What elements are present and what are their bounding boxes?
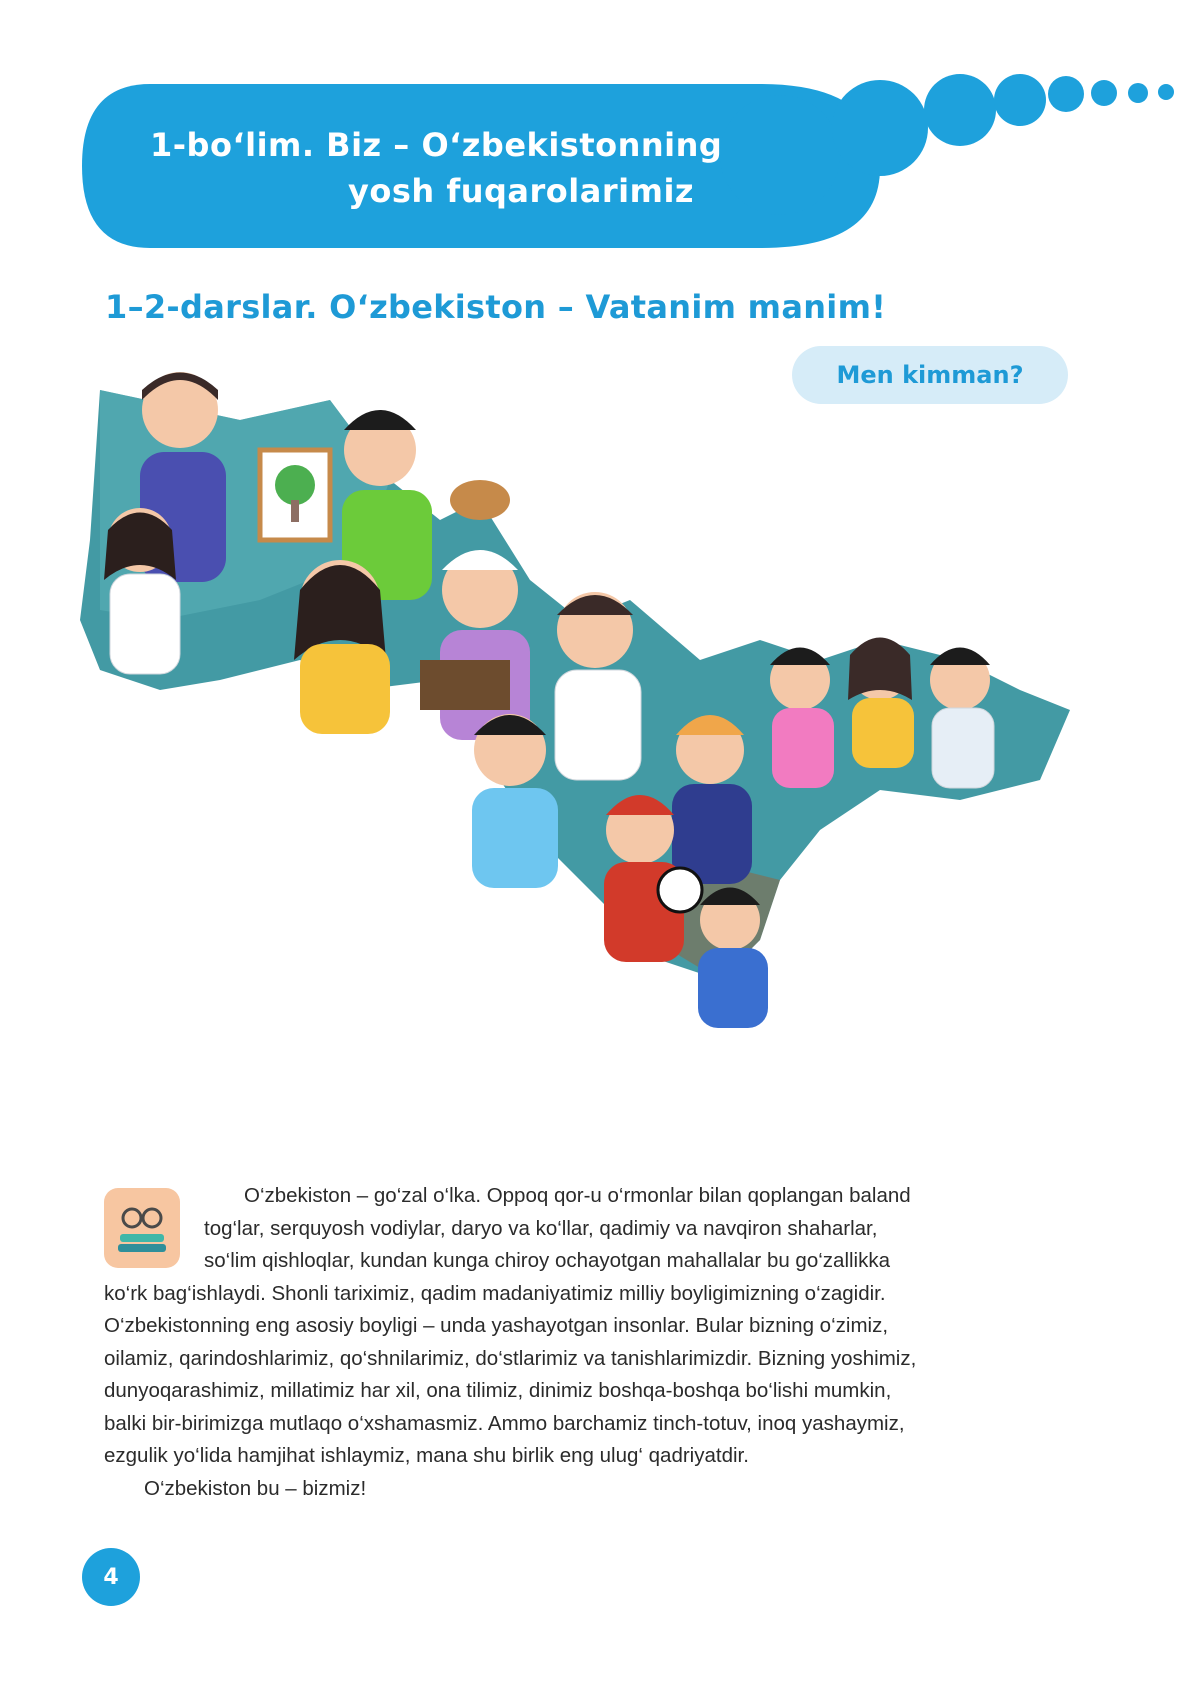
easel <box>260 450 330 540</box>
section-title <box>150 122 770 214</box>
text-line: O‘zbekiston – go‘zal o‘lka. Oppoq qor-u o‘rmonlar bilan qoplangan baland <box>244 1184 911 1207</box>
closing-line: O‘zbekiston bu – bizmiz! <box>144 1476 367 1500</box>
text-line: so‘lim qishloqlar, kundan kunga chiroy ochayotgan mahallalar bu go‘zallikka <box>204 1249 891 1272</box>
uzbekistan-map-illustration <box>60 360 1110 1080</box>
child-figure-12 <box>848 638 914 769</box>
text-line: oilamiz, qarindoshlarimiz, qo‘shnilarimiz, do‘stlarimiz va tanishlarimizdir. Bizning yoshimiz, <box>104 1346 917 1370</box>
child-figure-11 <box>770 648 834 789</box>
text-line: tog‘lar, serquyosh vodiylar, daryo va ko‘llar, qadimiy va navqiron shaharlar, <box>204 1216 878 1240</box>
child-figure-6 <box>555 592 641 780</box>
text-line: balki bir-birimizga mutlaqo o‘xshamasmiz. Ammo barchamiz tinch-totuv, inoq yashaymiz, <box>104 1411 905 1435</box>
child-figure-10 <box>698 888 768 1029</box>
child-figure-13 <box>930 648 994 789</box>
child-figure-8 <box>672 715 752 884</box>
lesson-tag-label: Men kimman? <box>836 361 1024 389</box>
lesson-title: 1–2-darslar. O‘zbekiston – Vatanim manim! <box>105 288 887 326</box>
section-title-line-1: 1-bo‘lim. Biz – O‘zbekistonning <box>150 126 723 164</box>
section-title-line-2: yosh fuqarolarimiz <box>348 172 695 210</box>
text-line: O‘zbekistonning eng asosiy boyligi – unda yashayotgan insonlar. Bular bizning o‘zimiz, <box>104 1314 889 1337</box>
page-number: 4 <box>82 1548 140 1606</box>
child-figure-2 <box>104 508 180 674</box>
text-line: ezgulik yo‘lida hamjihat ishlaymiz, mana shu birlik eng ulug‘ qadriyatdir. <box>104 1444 749 1467</box>
body-paragraph <box>104 1180 1072 1505</box>
text-line: ko‘rk bag‘ishlaydi. Shonli tariximiz, qadim madaniyatimiz milliy boyligimizning o‘zagidir. <box>104 1281 886 1305</box>
text-line: dunyoqarashimiz, millatimiz har xil, ona tilimiz, dinimiz boshqa-boshqa bo‘lishi mumkin, <box>104 1379 892 1402</box>
child-figure-4 <box>294 560 390 734</box>
